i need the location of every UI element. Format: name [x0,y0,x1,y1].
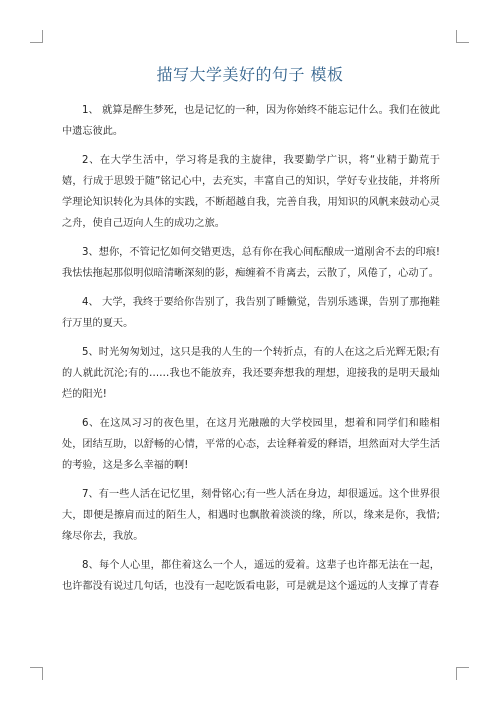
document-title: 描写大学美好的句子 模板 [156,65,344,84]
paragraph-3: 3、想你，不管记忆如何交错更迭，总有你在我心间酝酿成一道剐舍不去的印痕!我怯怯拖起那似明似暗清晰深刻的影，痴缠着不肯离去，云散了，风倦了，心动了。 [62,247,440,279]
paragraph-5: 5、时光匆匆划过，这只是我的人生的一个转折点，有的人在这之后光辉无限;有的人就此沉沦;有的……我也不能放弃，我还要奔想我的理想，迎接我的是明天最灿烂的阳光! [62,347,440,400]
crop-mark-top-left [30,30,43,43]
document-body [62,100,440,605]
paragraph-8: 8、每个人心里，都住着这么一个人，遥远的爱着。这辈子也许都无法在一起，也许都没有说过几句话，也没有一起吃饭看电影，可是就是这个遥远的人支撑了青春 [62,560,440,592]
paragraph-1: 1、 就算是醉生梦死，也是记忆的一种，因为你始终不能忘记什么。我们在彼此中遗忘彼此。 [62,105,440,137]
crop-mark-top-right [456,30,469,43]
paragraph-6: 6、在这凤习习的夜色里，在这月光融融的大学校园里，想着和同学们和睦相处，团结互助，以舒畅的心情，平常的心态，去诠释着爱的释语，坦然面对大学生活的考验，这是多么幸福的啊! [62,418,440,471]
crop-mark-bottom-right [456,667,469,680]
paragraph-2: 2、在大学生活中，学习将是我的主旋律，我要勤学广识，将“业精于勤荒于嬉，行成于思毁于随”铭记心中，去充实，丰富自己的知识，学好专业技能，并将所学理论知识转化为具体的实践，不断超越自我，完善自我，用知识的风帆来鼓动心灵之舟，使自己迈向人生的成功之旅。 [62,155,440,229]
paragraph-7: 7、有一些人活在记忆里，刻骨铭心;有一些人活在身边，却很遥远。这个世界很大，即便是擦肩而过的陌生人，相遇时也飘散着淡淡的缘，所以，缘来是你，我惜;缘尽你去，我放。 [62,489,440,542]
crop-mark-bottom-left [30,667,43,680]
paragraph-4: 4、 大学，我终于要给你告别了，我告别了睡懒觉，告别乐逃课，告别了那拖鞋行万里的夏天。 [62,297,440,329]
